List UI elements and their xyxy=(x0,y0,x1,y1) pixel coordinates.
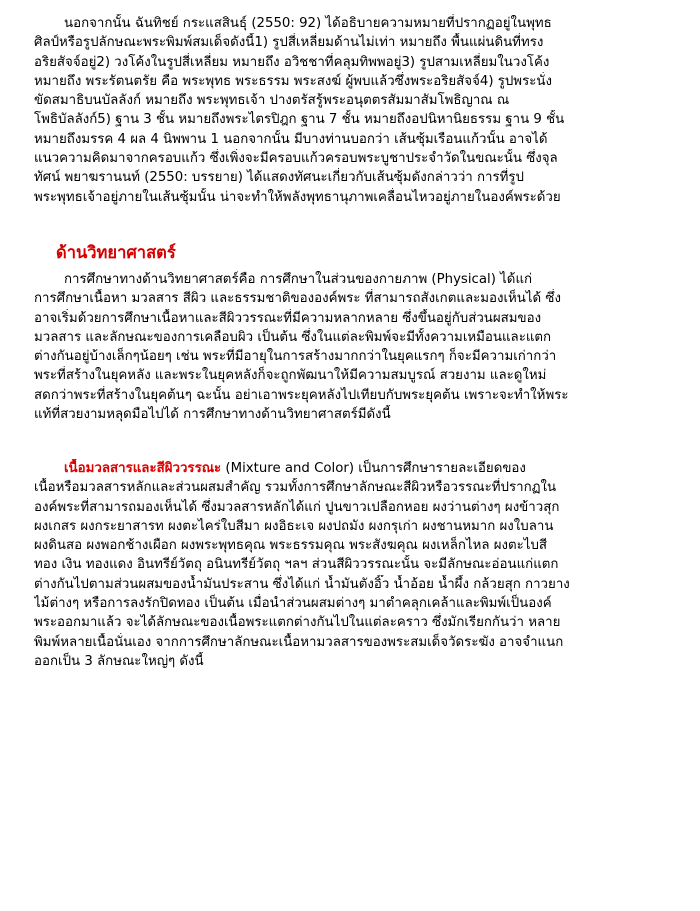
text-line: ออกเป็น 3 ลักษณะใหญ่ๆ ดังนี้ xyxy=(34,653,204,669)
text-line: อริยสัจจ์อยู่2) วงโค้งในรูปสี่เหลี่ยม หมายถึง อวิชชาที่คลุมทิพพอยู่3) รูปสามเหลี่ยมในวงโค้ง xyxy=(34,54,550,70)
text-line: ต่างกันอยู่บ้างเล็กๆน้อยๆ เช่น พระที่มีอายุในการสร้างมากกว่าในยุคแรกๆ ก็จะมีความเก่ากว่า xyxy=(34,349,557,365)
text-line: ทัศน์ พยาฆรานนท์ (2550: บรรยาย) ได้แสดงทัศนะเกี่ยวกับเส้นซุ้มดังกล่าวว่า การที่รูป xyxy=(34,170,524,186)
text-line: ต่างกันไปตามส่วนผสมของน้ำมันประสาน ซึ่งได้แก่ น้ำมันตังอิ๊ว น้ำอ้อย น้ำผึ้ง กล้วยสุก กาวยาง xyxy=(34,576,570,592)
text-line: พระออกมาแล้ว จะได้ลักษณะของเนื้อพระแตกต่างกันไปในแต่ละคราว ซึ่งมักเรียกกันว่า หลาย xyxy=(34,615,561,631)
text-line: เนื้อหรือมวลสารหลักและส่วนผสมสำคัญ รวมทั้งการศึกษาลักษณะสีผิวหรือวรรณะที่ปรากฏใน xyxy=(34,480,557,496)
text-line: แนวความคิดมาจากครอบแก้ว ซึ่งเพิ่งจะมีครอบแก้วครอบพระบูชาประจำวัดในขณะนั้น ซึ่งจุล xyxy=(34,151,558,167)
subheading-rest: (Mixture and Color) เป็นการศึกษารายละเอียดของ xyxy=(221,461,526,476)
text-line: พระที่สร้างในยุคหลัง และพระในยุคหลังก็จะถูกพัฒนาให้มีความสมบูรณ์ สวยงาม และดูใหม่ xyxy=(34,368,547,384)
paragraph-symbolism xyxy=(34,14,676,207)
text-line: พระพุทธเจ้าอยู่ภายในเส้นซุ้มนั้น น่าจะทำให้พลังพุทธานุภาพเคลื่อนไหวอยู่ภายในองค์พระด้วย xyxy=(34,189,561,205)
text-line: หมายถึงมรรค 4 ผล 4 นิพพาน 1 นอกจากนั้น มีบางท่านบอกว่า เส้นซุ้มเรือนแก้วนั้น อาจได้ xyxy=(34,131,548,147)
subheading-mixture-color: เนื้อมวลสารและสีผิววรรณะ xyxy=(64,461,222,476)
text-line: พิมพ์หลายเนื้อนั่นเอง จากการศึกษาลักษณะเนื้อหามวลสารของพระสมเด็จวัดระฆัง อาจจำแนก xyxy=(34,634,564,650)
text-line: มวลสาร และลักษณะของการเคลือบผิว เป็นต้น ซึ่งในแต่ละพิมพ์จะมีทั้งความเหมือนและแตก xyxy=(34,329,552,345)
text-line: ไม้ต่างๆ หรือการลงรักปิดทอง เป็นต้น เมื่อนำส่วนผสมต่างๆ มาตำคลุกเคล้าและพิมพ์เป็นองค์ xyxy=(34,596,552,612)
paragraph-mixture-color xyxy=(34,459,676,671)
text-line: สดกว่าพระที่สร้างในยุคต้นๆ ฉะนั้น อย่าเอาพระยุคหลังไปเทียบกับพระยุคต้น เพราะจะทำให้พระ xyxy=(34,387,569,403)
text-line: หมายถึง พระรัตนตรัย คือ พระพุทธ พระธรรม พระสงฆ์ ผู้พบแล้วซึ่งพระอริยสัจจ์4) รูปพระนั่ง xyxy=(34,73,552,89)
text-line: องค์พระที่สามารถมองเห็นได้ ซึ่งมวลสารหลักได้แก่ ปูนขาวเปลือกหอย ผงว่านต่างๆ ผงข้าวสุก xyxy=(34,499,560,515)
text-line: ทอง เงิน ทองแดง อินทรีย์วัตถุ อนินทรีย์วัตถุ ฯลฯ ส่วนสีผิววรรณะนั้น จะมีลักษณะอ่อนแก่แตก xyxy=(34,557,559,573)
text-line: แท้ที่สวยงามหลุดมือไปได้ การศึกษาทางด้านวิทยาศาสตร์มีดังนี้ xyxy=(34,407,391,423)
text-line: ศิลป์หรือรูปลักษณะพระพิมพ์สมเด็จดังนี้1) รูปสี่เหลี่ยมด้านไม่เท่า หมายถึง พื้นแผ่นดินที่ทรง xyxy=(34,35,544,51)
paragraph-science xyxy=(34,270,676,424)
text-line: อาจเริ่มด้วยการศึกษาเนื้อหาและสีผิววรรณะที่มีความหลากหลาย ซึ่งขึ้นอยู่กับส่วนผสมของ xyxy=(34,310,542,326)
text-line: นอกจากนั้น ฉันทิชย์ กระแสสินธุ์ (2550: 92) ได้อธิบายความหมายที่ปรากฏอยู่ในพุทธ xyxy=(64,16,552,31)
text-line xyxy=(34,459,676,478)
text-line: ผงดินสอ ผงพอกช้างเผือก ผงพระพุทธคุณ พระธรรมคุณ พระสังฆคุณ ผงเหล็กไหล ผงตะไบสี xyxy=(34,538,548,554)
text-line: การศึกษาเนื้อหา มวลสาร สีผิว และธรรมชาติขององค์พระ ที่สามารถสังเกตและมองเห็นได้ ซึ่ง xyxy=(34,291,561,307)
section-heading: ด้านวิทยาศาสตร์ xyxy=(56,243,176,262)
text-line: การศึกษาทางด้านวิทยาศาสตร์คือ การศึกษาในส่วนของกายภาพ (Physical) ได้แก่ xyxy=(64,272,533,287)
text-line: ขัดสมาธิบนบัลลังก์ หมายถึง พระพุทธเจ้า ปางตรัสรู้พระอนุตตรสัมมาสัมโพธิญาณ ณ xyxy=(34,93,510,109)
text-line: ผงเกสร ผงกระยาสารท ผงตะไคร่ใบสีมา ผงอิธะเจ ผงปถมัง ผงกรุเก่า ผงชานหมาก ผงใบลาน xyxy=(34,518,554,534)
text-line: โพธิบัลลังก์5) ฐาน 3 ชั้น หมายถึงพระไตรปิฎก ฐาน 7 ชั้น หมายถึงอปนิหานิยธรรม ฐาน 9 ชั้น xyxy=(34,112,565,128)
